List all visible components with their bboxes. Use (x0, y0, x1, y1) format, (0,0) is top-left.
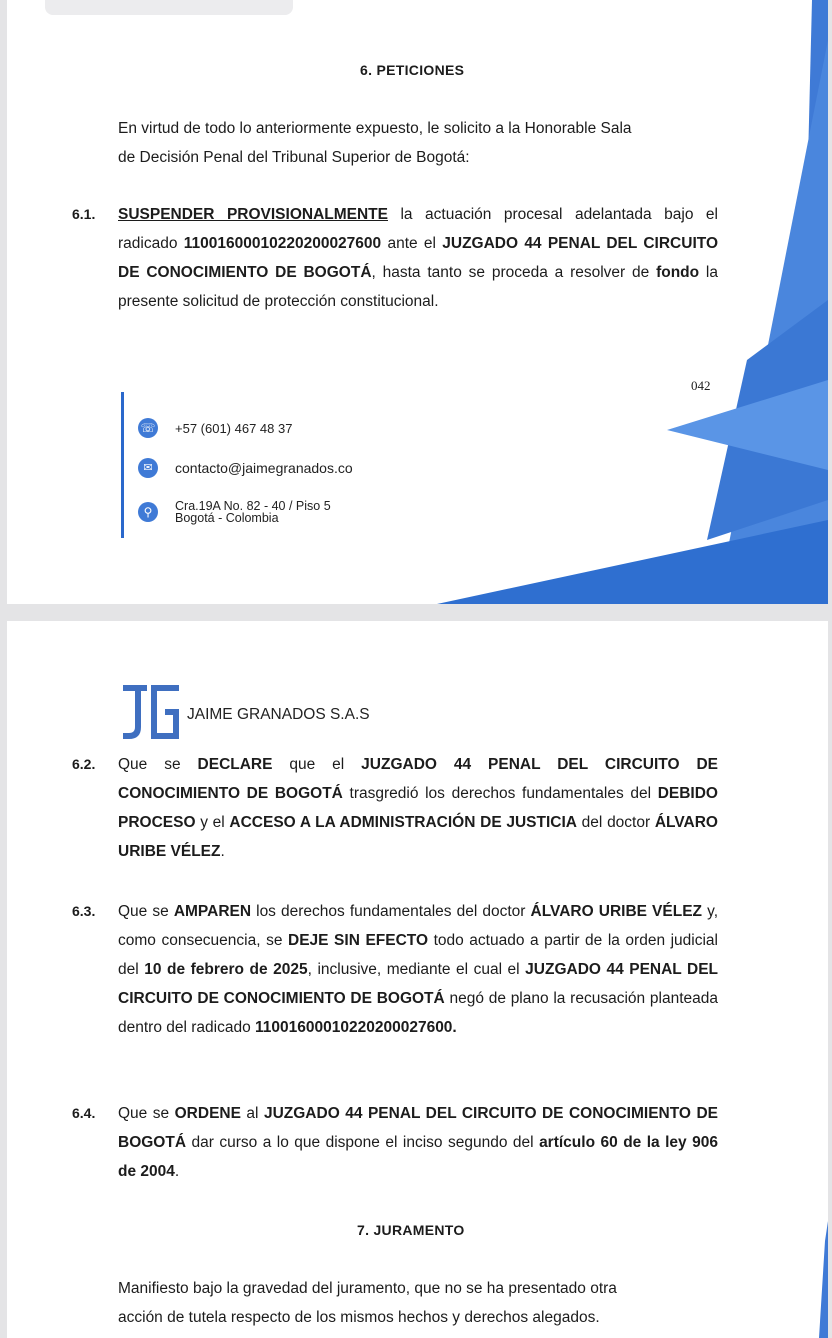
firm-name: JAIME GRANADOS S.A.S (187, 706, 370, 723)
juramento-line-1: Manifiesto bajo la gravedad del juramento, que no se ha presentado otra (118, 1280, 617, 1297)
bold-segment: AMPAREN (173, 903, 252, 920)
juramento-paragraph (118, 1274, 718, 1332)
text-segment: Que se (118, 756, 198, 773)
contact-divider (121, 392, 124, 538)
text-segment: . (174, 1163, 180, 1180)
bold-segment: ÁLVARO URIBE VÉLEZ (530, 903, 703, 920)
bold-segment: artículo 60 de la ley 906 de 2004 (118, 1134, 718, 1180)
text-segment: Que se (118, 903, 174, 920)
address-line-1: Cra.19A No. 82 - 40 / Piso 5 (175, 499, 331, 513)
text-segment: la presente solicitud de protección constitucional. (118, 264, 718, 310)
address-line-2: Bogotá - Colombia (175, 511, 279, 525)
section-heading-peticiones: 6. PETICIONES (360, 62, 465, 78)
document-page-1 (7, 0, 828, 604)
item-number-6-3: 6.3. (72, 903, 96, 919)
bold-segment: 10 de febrero de 2025 (144, 961, 308, 978)
section-heading-juramento: 7. JURAMENTO (357, 1222, 465, 1238)
bold-segment: ORDENE (174, 1105, 241, 1122)
radicado-number: 11001600010220200027600 (183, 235, 382, 252)
text-segment: y el (195, 814, 230, 831)
bold-segment: ACCESO A LA ADMINISTRACIÓN DE JUSTICIA (229, 814, 577, 831)
item-number-6-1: 6.1. (72, 206, 96, 222)
bold-segment: JUZGADO 44 PENAL DEL CIRCUITO DE CONOCIMIENTO DE BOGOTÁ (118, 756, 718, 802)
bold-segment: 11001600010220200027600. (255, 1019, 457, 1036)
text-segment: Que se (118, 1105, 175, 1122)
text-segment: todo actuado a partir de la orden judicial del (118, 932, 718, 978)
location-icon: ⚲ (138, 502, 158, 522)
item-6-1-paragraph (118, 200, 718, 316)
intro-paragraph (118, 114, 718, 172)
text-segment: . (220, 843, 225, 860)
text-segment: la actuación procesal adelantada bajo el radicado (118, 206, 718, 252)
contact-address (175, 500, 331, 524)
contact-email: contacto@jaimegranados.co (175, 460, 353, 476)
court-name: JUZGADO 44 PENAL DEL CIRCUITO DE CONOCIMIENTO DE BOGOTÁ (118, 235, 719, 281)
text-segment: que el (272, 756, 362, 773)
item-number-6-2: 6.2. (72, 756, 96, 772)
intro-line-1: En virtud de todo lo anteriormente expuesto, le solicito a la Honorable Sala (118, 120, 632, 137)
phone-icon: ☏ (138, 418, 158, 438)
bold-segment: JUZGADO 44 PENAL DEL CIRCUITO DE CONOCIMIENTO DE BOGOTÁ (118, 961, 719, 1007)
bold-segment: DEBIDO PROCESO (118, 785, 718, 831)
text-segment: ante el (381, 235, 443, 252)
text-segment: dar curso a lo que dispone el inciso segundo del (186, 1134, 540, 1151)
item-number-6-4: 6.4. (72, 1105, 96, 1121)
item-6-4-paragraph (118, 1099, 718, 1186)
text-segment: negó de plano la recusación planteada dentro del radicado (118, 990, 718, 1036)
text-segment: y, como consecuencia, se (118, 903, 718, 949)
intro-line-2: de Decisión Penal del Tribunal Superior de Bogotá: (118, 149, 470, 166)
text-segment: al (240, 1105, 264, 1122)
text-segment: trasgredió los derechos fundamentales del (342, 785, 658, 802)
bold-segment: DECLARE (197, 756, 273, 773)
fondo-text: fondo (656, 264, 700, 281)
text-segment: del doctor (576, 814, 655, 831)
item-6-2-paragraph (118, 750, 718, 866)
bold-segment: JUZGADO 44 PENAL DEL CIRCUITO DE CONOCIMIENTO DE BOGOTÁ (118, 1105, 718, 1151)
bold-segment: ÁLVARO URIBE VÉLEZ (118, 814, 718, 860)
bold-segment: DEJE SIN EFECTO (288, 932, 429, 949)
suspender-text: SUSPENDER PROVISIONALMENTE (118, 206, 388, 223)
text-segment: , inclusive, mediante el cual el (307, 961, 526, 978)
mail-icon: ✉ (138, 458, 158, 478)
text-segment: los derechos fundamentales del doctor (251, 903, 531, 920)
juramento-line-2: acción de tutela respecto de los mismos hechos y derechos alegados. (118, 1309, 600, 1326)
item-6-3-paragraph (118, 897, 718, 1042)
page-number: 042 (691, 378, 711, 393)
document-page-2 (7, 621, 828, 1338)
text-segment: , hasta tanto se proceda a resolver de (371, 264, 657, 281)
contact-phone: +57 (601) 467 48 37 (175, 421, 293, 436)
